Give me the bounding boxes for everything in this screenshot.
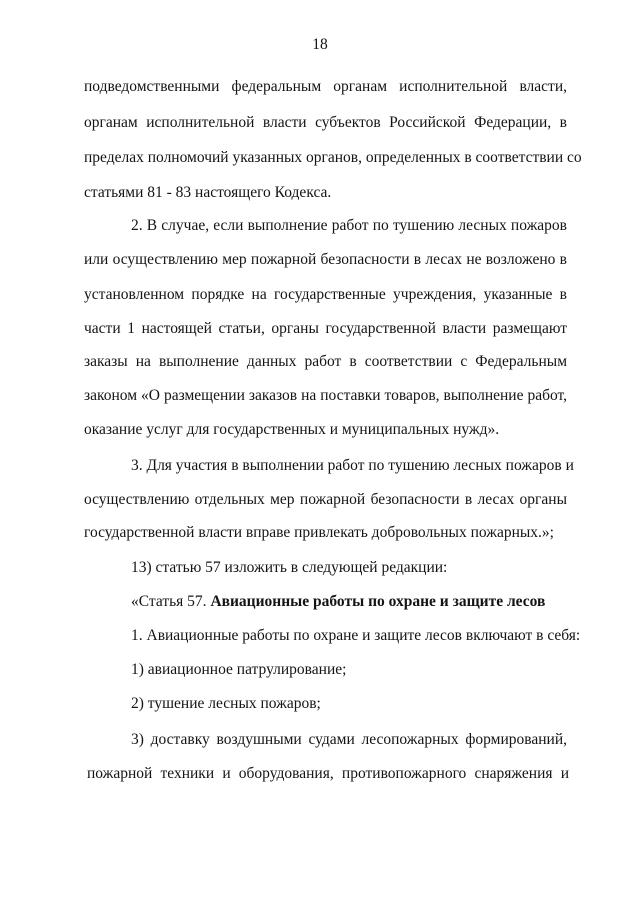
text-line: законом «О размещении заказов на поставки товаров, выполнение работ, xyxy=(84,387,567,404)
text-line: 1) авиационное патрулирование; xyxy=(131,661,347,678)
text-line: подведомственными федеральным органам исполнительной власти, xyxy=(84,78,567,95)
text-line: 1. Авиационные работы по охране и защите лесов включают в себя: xyxy=(131,627,581,644)
text-line: 2. В случае, если выполнение работ по тушению лесных пожаров xyxy=(131,217,567,234)
text-line: 3) доставку воздушными судами лесопожарных формирований, xyxy=(131,731,567,748)
article-heading-title: Авиационные работы по охране и защите лесов xyxy=(210,593,546,610)
article-heading-number: «Статья 57. xyxy=(131,593,207,610)
text-line: заказы на выполнение данных работ в соответствии с Федеральным xyxy=(84,353,567,370)
text-line: государственной власти вправе привлекать добровольных пожарных.»; xyxy=(84,524,554,541)
text-line: 13) статью 57 изложить в следующей редакции: xyxy=(131,559,448,576)
text-line: 3. Для участия в выполнении работ по тушению лесных пожаров и xyxy=(131,457,574,474)
text-line: пределах полномочий указанных органов, определенных в соответствии со xyxy=(84,149,582,166)
text-line: установленном порядке на государственные учреждения, указанные в xyxy=(84,286,567,303)
text-line: органам исполнительной власти субъектов Российской Федерации, в xyxy=(84,114,567,131)
article-heading xyxy=(131,592,567,612)
text-line: оказание услуг для государственных и муниципальных нужд». xyxy=(84,421,500,438)
page-number: 18 xyxy=(312,36,328,53)
text-line: пожарной техники и оборудования, противопожарного снаряжения и xyxy=(87,765,569,782)
text-line: осуществлению отдельных мер пожарной безопасности в лесах органы xyxy=(84,491,567,508)
text-line: 2) тушение лесных пожаров; xyxy=(131,695,321,712)
text-line: или осуществлению мер пожарной безопасности в лесах не возложено в xyxy=(84,251,567,268)
text-line: статьями 81 - 83 настоящего Кодекса. xyxy=(84,184,332,201)
text-line: части 1 настоящей статьи, органы государственной власти размещают xyxy=(84,320,567,337)
